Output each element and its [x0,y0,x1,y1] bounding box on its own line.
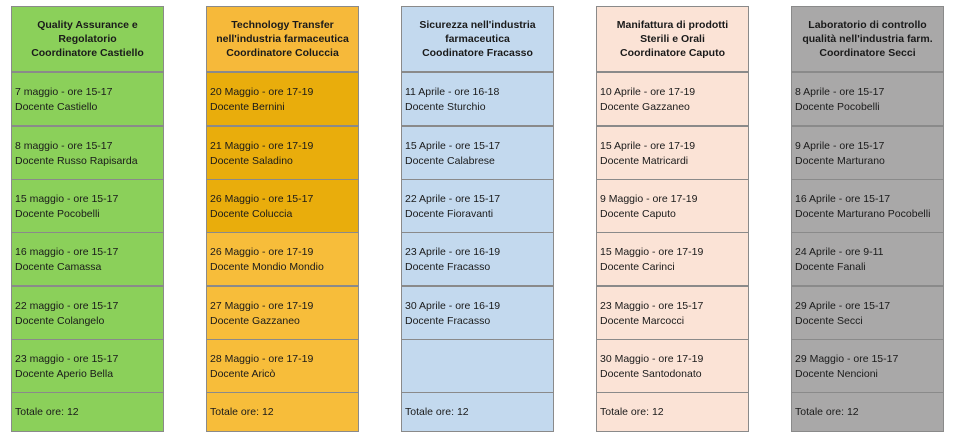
session-row [596,232,749,286]
session-date: 23 Maggio - ore 15-17 [600,300,704,312]
course-header: Sicurezza nell'industria farmaceutica Coodinatore Fracasso [401,6,554,72]
session-teacher: Docente Carinci [600,261,675,273]
total-hours: Totale ore: 12 [791,392,944,432]
session-date: 29 Aprile - ore 15-17 [795,300,891,312]
session-row [791,126,944,180]
session-row [401,179,554,233]
session-teacher: Docente Nencioni [795,368,878,380]
session-row [596,179,749,233]
session-teacher: Docente Marturano Pocobelli [795,208,931,220]
session-date: 7 maggio - ore 15-17 [15,86,113,98]
session-date: 20 Maggio - ore 17-19 [210,86,314,98]
session-teacher: Docente Castiello [15,101,98,113]
session-teacher: Docente Gazzaneo [210,315,300,327]
session-teacher: Docente Marcocci [600,315,685,327]
session-teacher: Docente Calabrese [405,155,495,167]
session-teacher: Docente Mondio Mondio [210,261,324,273]
session-row [791,72,944,126]
session-date: 21 Maggio - ore 17-19 [210,140,314,152]
session-date: 16 maggio - ore 15-17 [15,246,119,258]
session-date: 9 Aprile - ore 15-17 [795,140,885,152]
course-header: Technology Transfer nell'industria farmaceutica Coordinatore Coluccia [206,6,359,72]
session-date: 11 Aprile - ore 16-18 [405,86,500,98]
session-teacher: Docente Bernini [210,101,285,113]
session-date: 29 Maggio - ore 15-17 [795,353,899,365]
session-teacher: Docente Gazzaneo [600,101,690,113]
session-date: 22 maggio - ore 15-17 [15,300,119,312]
session-teacher: Docente Santodonato [600,368,702,380]
session-teacher: Docente Sturchio [405,101,486,113]
session-date: 8 maggio - ore 15-17 [15,140,113,152]
session-row [206,126,359,180]
session-row [11,339,164,393]
session-date: 24 Aprile - ore 9-11 [795,246,884,258]
session-teacher: Docente Fracasso [405,261,491,273]
session-date: 8 Aprile - ore 15-17 [795,86,885,98]
session-date: 15 maggio - ore 15-17 [15,193,119,205]
session-row [206,179,359,233]
session-row [11,179,164,233]
session-teacher: Docente Aperio Bella [15,368,114,380]
session-date: 10 Aprile - ore 17-19 [600,86,696,98]
session-row [206,339,359,393]
session-teacher: Docente Aricò [210,368,276,380]
course-header: Laboratorio di controllo qualità nell'industria farm. Coordinatore Secci [791,6,944,72]
session-row [791,179,944,233]
session-date: 30 Aprile - ore 16-19 [405,300,501,312]
session-row [206,72,359,126]
session-row [401,286,554,340]
session-date: 15 Maggio - ore 17-19 [600,246,704,258]
session-teacher: Docente Marturano [795,155,885,167]
session-date: 15 Aprile - ore 15-17 [405,140,501,152]
session-teacher: Docente Secci [795,315,863,327]
session-date: 30 Maggio - ore 17-19 [600,353,704,365]
total-hours: Totale ore: 12 [11,392,164,432]
session-date: 23 maggio - ore 15-17 [15,353,119,365]
session-teacher: Docente Saladino [210,155,293,167]
session-row [206,232,359,286]
session-row [791,232,944,286]
session-teacher: Docente Russo Rapisarda [15,155,138,167]
session-row [791,286,944,340]
session-row [596,126,749,180]
session-row [11,286,164,340]
session-row [401,126,554,180]
session-row [791,339,944,393]
session-row [401,232,554,286]
session-teacher: Docente Caputo [600,208,676,220]
session-row [596,72,749,126]
total-hours: Totale ore: 12 [206,392,359,432]
session-date: 23 Aprile - ore 16-19 [405,246,501,258]
session-date: 9 Maggio - ore 17-19 [600,193,698,205]
session-date: 27 Maggio - ore 17-19 [210,300,314,312]
session-teacher: Docente Fanali [795,261,866,273]
session-teacher: Docente Fracasso [405,315,491,327]
session-date: 15 Aprile - ore 17-19 [600,140,696,152]
total-hours: Totale ore: 12 [596,392,749,432]
total-hours: Totale ore: 12 [401,392,554,432]
session-row [596,339,749,393]
session-teacher: Docente Matricardi [600,155,689,167]
session-row [596,286,749,340]
session-row [11,72,164,126]
session-row [401,72,554,126]
course-header: Quality Assurance e Regolatorio Coordinatore Castiello [11,6,164,72]
session-date: 16 Aprile - ore 15-17 [795,193,891,205]
session-row [206,286,359,340]
session-teacher: Docente Pocobelli [795,101,880,113]
session-date: 28 Maggio - ore 17-19 [210,353,314,365]
session-teacher: Docente Fioravanti [405,208,494,220]
session-date: 26 Maggio - ore 17-19 [210,246,314,258]
session-row [11,126,164,180]
session-date: 26 Maggio - ore 15-17 [210,193,314,205]
session-teacher: Docente Colangelo [15,315,105,327]
session-teacher: Docente Camassa [15,261,102,273]
session-row [11,232,164,286]
session-row [401,339,554,393]
session-date: 22 Aprile - ore 15-17 [405,193,501,205]
session-teacher: Docente Coluccia [210,208,293,220]
session-teacher: Docente Pocobelli [15,208,100,220]
course-header: Manifattura di prodotti Sterili e Orali Coordinatore Caputo [596,6,749,72]
